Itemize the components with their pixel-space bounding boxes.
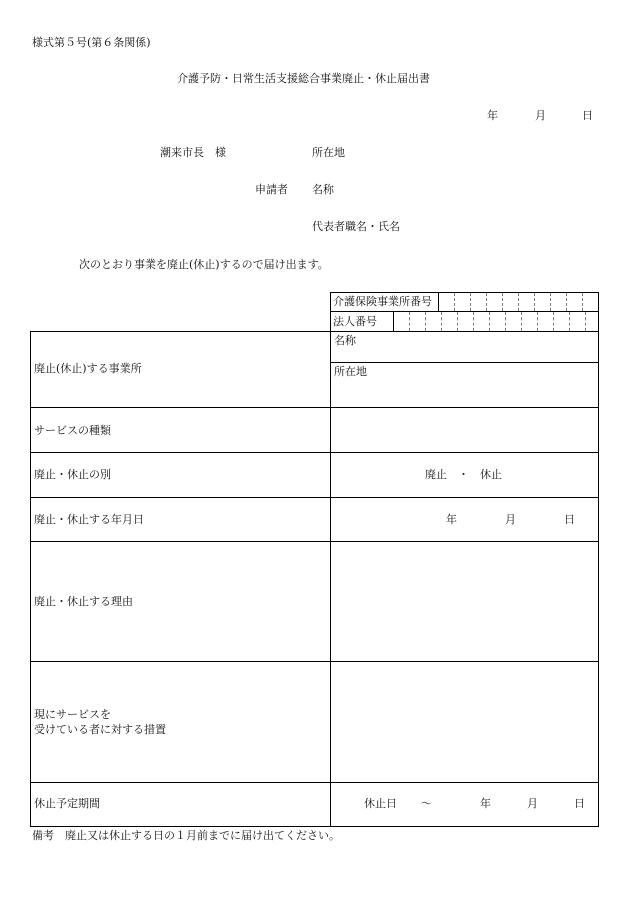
corporate-digit-divider [441, 312, 442, 331]
provider-digit-divider [534, 293, 535, 311]
date-label: 廃止・休止する年月日 [34, 513, 144, 526]
corporate-digit-divider [505, 312, 506, 331]
office-address-label: 所在地 [334, 365, 367, 378]
applicant-representative-label: 代表者職名・氏名 [312, 220, 400, 233]
measures-label-line1: 現にサービスを [34, 708, 111, 721]
corporate-digit-divider [553, 312, 554, 331]
corporate-digit-divider [537, 312, 538, 331]
applicant-name-label: 名称 [312, 183, 334, 196]
period-year: 年 [480, 797, 491, 810]
table-row-divider [30, 452, 599, 453]
corporate-digit-divider [425, 312, 426, 331]
provider-digit-divider [486, 293, 487, 311]
corporate-digit-divider [521, 312, 522, 331]
kind-options: 廃止 ・ 休止 [425, 468, 502, 481]
form-number: 様式第５号(第６条関係) [32, 36, 151, 49]
office-label: 廃止(休止)する事業所 [34, 362, 142, 375]
note: 備考 廃止又は休止する日の１月前までに届け出てください。 [32, 829, 340, 842]
corporate-digit-divider [457, 312, 458, 331]
stop-date-day: 日 [564, 513, 575, 526]
service-type-label: サービスの種類 [34, 424, 111, 437]
corporate-digit-divider [473, 312, 474, 331]
provider-digit-divider [566, 293, 567, 311]
provider-digit-divider [550, 293, 551, 311]
period-day: 日 [574, 797, 585, 810]
office-name-label: 名称 [334, 334, 356, 347]
stop-date-year: 年 [446, 513, 457, 526]
form-title: 介護予防・日常生活支援総合事業廃止・休止届出書 [177, 72, 430, 85]
measures-label-line2: 受けている者に対する措置 [34, 723, 166, 736]
date-month: 月 [535, 109, 546, 122]
intro-text: 次のとおり事業を廃止(休止)するので届け出ます。 [79, 258, 329, 271]
applicant-address-label: 所在地 [312, 146, 345, 159]
period-month: 月 [527, 797, 538, 810]
provider-digit-divider [454, 293, 455, 311]
provider-number-label-divider [438, 292, 439, 312]
corporate-digit-divider [585, 312, 586, 331]
provider-digit-divider [502, 293, 503, 311]
reason-label: 廃止・休止する理由 [34, 595, 133, 608]
date-day: 日 [582, 109, 593, 122]
provider-digit-divider [470, 293, 471, 311]
provider-number-label: 介護保険事業所番号 [333, 295, 432, 308]
corporate-number-label-divider [393, 311, 394, 332]
office-name-divider [330, 362, 599, 363]
corporate-number-label: 法人番号 [333, 315, 377, 328]
addressee: 潮来市長 様 [160, 146, 226, 159]
table-column-divider [330, 331, 331, 827]
provider-digit-divider [518, 293, 519, 311]
code-row-divider [330, 311, 599, 312]
table-row-divider [30, 782, 599, 783]
corporate-digit-divider [569, 312, 570, 331]
provider-digit-divider [582, 293, 583, 311]
corporate-digit-divider [409, 312, 410, 331]
table-row-divider [30, 407, 599, 408]
table-row-divider [30, 661, 599, 662]
main-table [30, 331, 599, 827]
period-tilde: ～ [421, 797, 432, 810]
corporate-digit-divider [489, 312, 490, 331]
date-year: 年 [487, 109, 498, 122]
table-row-divider [30, 541, 599, 542]
stop-date-month: 月 [505, 513, 516, 526]
kind-label: 廃止・休止の別 [34, 468, 111, 481]
period-label: 休止予定期間 [34, 797, 100, 810]
table-row-divider [30, 497, 599, 498]
applicant-label: 申請者 [255, 183, 288, 196]
period-start-label: 休止日 [364, 797, 397, 810]
